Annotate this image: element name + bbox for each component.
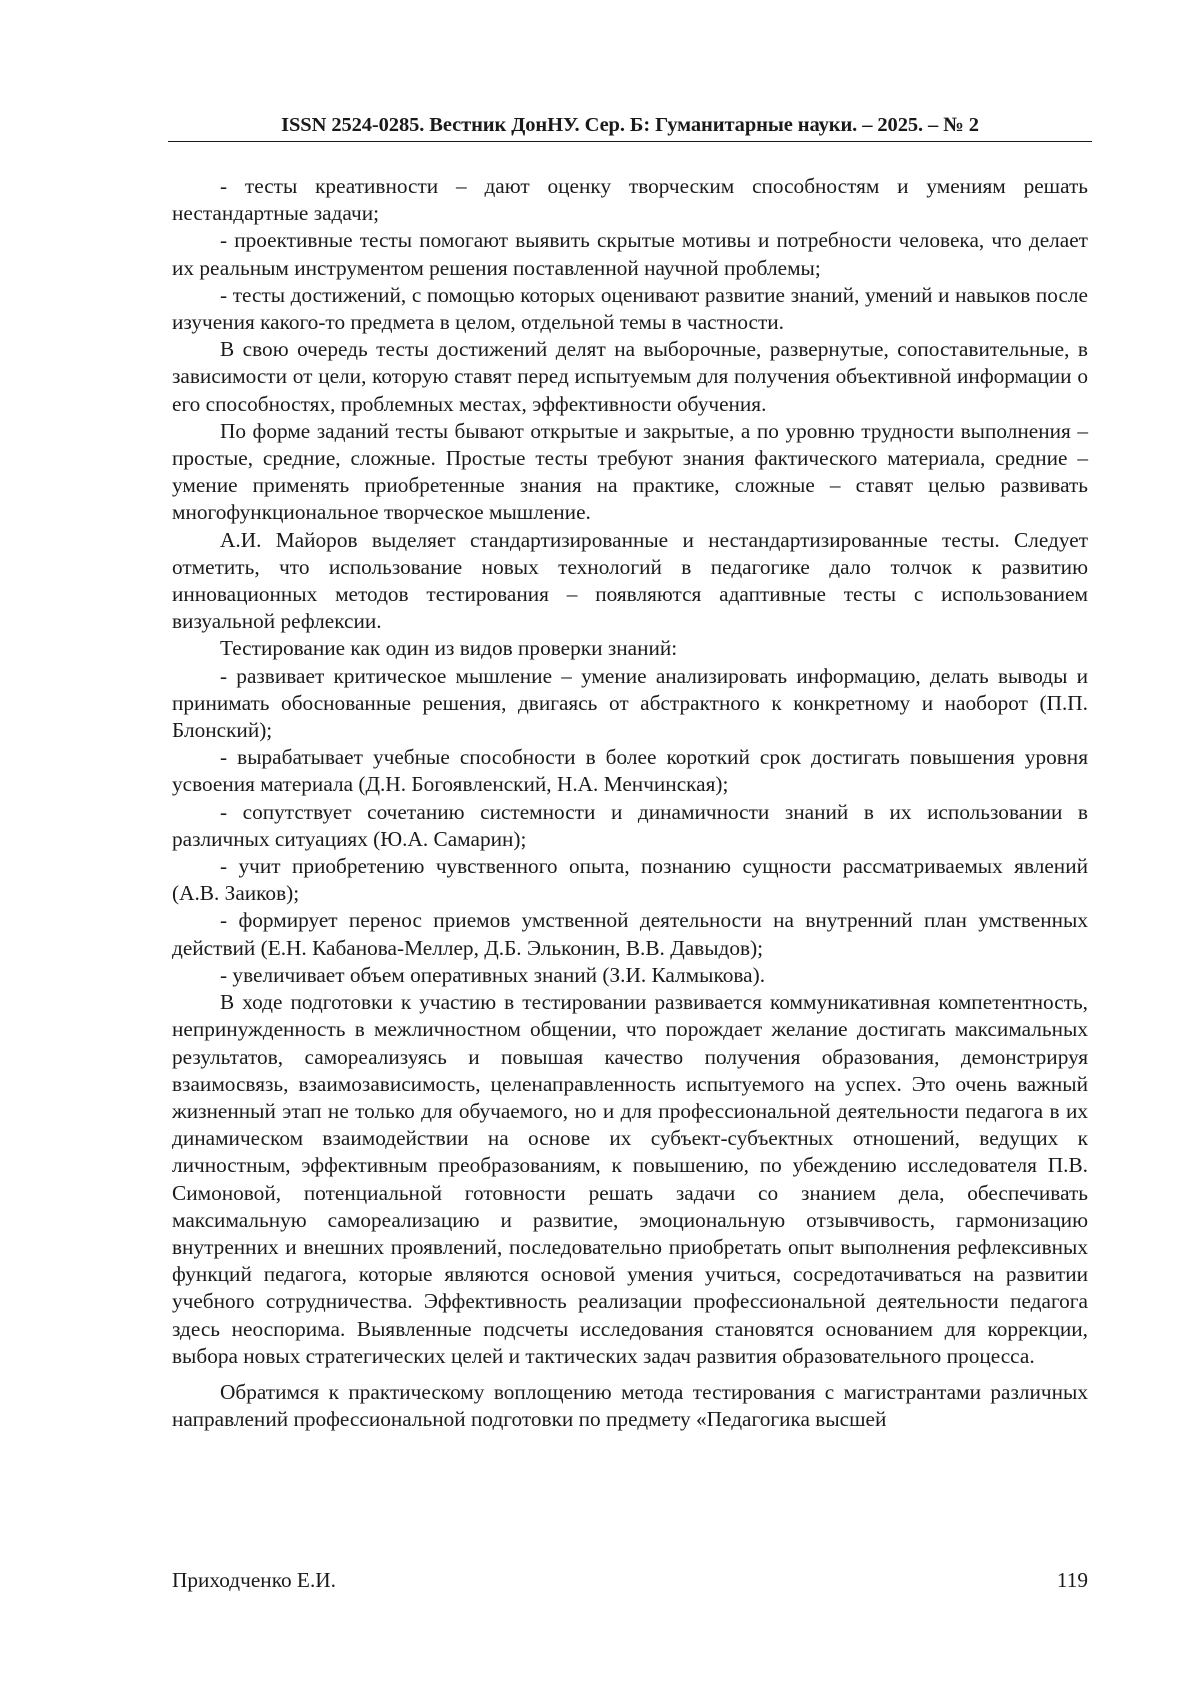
paragraph: - тесты достижений, с помощью которых оценивают развитие знаний, умений и навыков после изучения какого-то предмета в целом, отдельной темы в частности.: [172, 282, 1088, 335]
running-header: ISSN 2524-0285. Вестник ДонНУ. Сер. Б: Гуманитарные науки. – 2025. – № 2: [281, 114, 979, 136]
page-number: 119: [1056, 1568, 1088, 1592]
paragraph: - тесты креативности – дают оценку творческим способностям и умениям решать нестандартные задачи;: [172, 174, 1088, 226]
paragraph: - увеличивает объем оперативных знаний (З.И. Калмыкова).: [220, 962, 766, 987]
paragraph: - формирует перенос приемов умственной деятельности на внутренний план умственных действий (Е.Н. Кабанова-Меллер, Д.Б. Эльконин, В.В. Давыдов);: [172, 908, 1088, 960]
page-footer: [172, 1567, 1088, 1594]
paragraph: Обратимся к практическому воплощению метода тестирования с магистрантами различных направлений профессиональной подготовки по предмету «Педагогика высшей: [172, 1379, 1088, 1432]
footer-author: Приходченко Е.И.: [172, 1568, 336, 1592]
paragraph: - сопутствует сочетанию системности и динамичности знаний в их использовании в различных ситуациях (Ю.А. Самарин);: [172, 799, 1088, 851]
header-divider: [168, 141, 1092, 142]
paragraph: Тестирование как один из видов проверки знаний:: [220, 636, 678, 661]
paragraph: - учит приобретению чувственного опыта, познанию сущности рассматриваемых явлений (А.В. Заиков);: [172, 854, 1088, 906]
paragraph: - вырабатывает учебные способности в более короткий срок достигать повышения уровня усвоения материала (Д.Н. Богоявленский, Н.А. Менчинская);: [172, 745, 1088, 797]
paragraph: - проективные тесты помогают выявить скрытые мотивы и потребности человека, что делает их реальным инструментом решения поставленной научной проблемы;: [172, 228, 1088, 280]
paragraph: А.И. Майоров выделяет стандартизированные и нестандартизированные тесты. Следует отметить, что использование новых технологий в педагогике дало толчок к развитию инновационных методов тестирования – появляются адаптивные тесты с использованием визуальной рефлексии.: [172, 527, 1088, 634]
paragraph: В ходе подготовки к участию в тестировании развивается коммуникативная компетентность, непринужденность в межличностном общении, что порождает желание достигать максимальных результатов, самореализуясь и повышая качество получения образования, демонстрируя взаимосвязь, взаимозависимость, целенаправленность испытуемого на успех. Это очень важный жизненный этап не только для обучаемого, но и для профессиональной деятельности педагога в их динамическом взаимодействии на основе их субъект-субъектных отношений, ведущих к личностным, эффективным преобразованиям, к повышению, по убеждению исследователя П.В. Симоновой, потенциальной готовности решать задачи со знанием дела, обеспечивать максимальную самореализацию и развитие, эмоциональную отзывчивость, гармонизацию внутренних и внешних проявлений, последовательно приобретать опыт выполнения рефлексивных функций педагога, которые являются основой умения учиться, сосредотачиваться на развитии учебного сотрудничества. Эффективность реализации профессиональной деятельности педагога здесь неоспорима. Выявленные подсчеты исследования становятся основанием для коррекции, выбора новых стратегических целей и тактических задач развития образовательного процесса.: [172, 990, 1088, 1368]
paragraph: В свою очередь тесты достижений делят на выборочные, развернутые, сопоставительные, в зависимости от цели, которую ставят перед испытуемым для получения объективной информации о его способностях, проблемных местах, эффективности обучения.: [172, 337, 1088, 416]
paragraph: По форме заданий тесты бывают открытые и закрытые, а по уровню трудности выполнения – простые, средние, сложные. Простые тесты требуют знания фактического материала, средние – умение применять приобретенные знания на практике, сложные – ставят целью развивать многофункциональное творческое мышление.: [172, 418, 1088, 525]
paragraph: - развивает критическое мышление – умение анализировать информацию, делать выводы и принимать обоснованные решения, двигаясь от абстрактного к конкретному и наоборот (П.П. Блонский);: [172, 663, 1088, 743]
article-body: [172, 173, 1088, 1433]
